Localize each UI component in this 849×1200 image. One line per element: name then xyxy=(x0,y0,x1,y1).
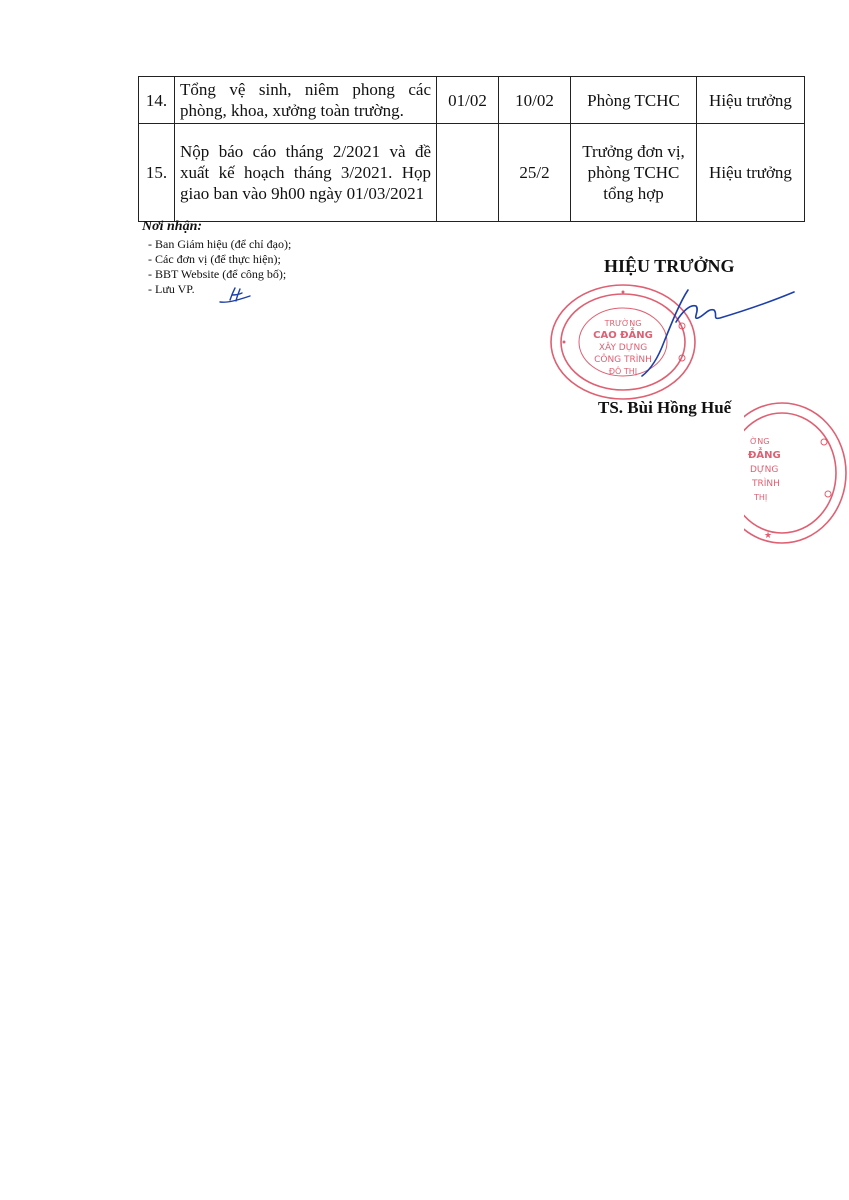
row-number: 14. xyxy=(139,77,175,124)
signer-name: TS. Bùi Hồng Huế xyxy=(598,398,732,417)
start-date: 01/02 xyxy=(437,77,499,124)
recipients-title: Nơi nhận: xyxy=(142,219,203,234)
svg-text:THỊ: THỊ xyxy=(754,493,768,502)
recipient-item: - Ban Giám hiệu (để chỉ đạo); xyxy=(148,237,292,251)
leader: Hiệu trưởng xyxy=(697,77,805,124)
seal-line: TRƯỜNG xyxy=(604,319,642,328)
end-date: 10/02 xyxy=(499,77,571,124)
task-description: Tổng vệ sinh, niêm phong các phòng, khoa, xưởng toàn trường. xyxy=(175,77,437,124)
svg-text:ỜNG: ỜNG xyxy=(750,437,770,446)
recipient-item: - BBT Website (để công bố); xyxy=(148,267,287,281)
task-description: Nộp báo cáo tháng 2/2021 và đề xuất kế hoạch tháng 3/2021. Họp giao ban vào 9h00 ngày 01/03/2021 xyxy=(175,124,437,222)
handwritten-signature xyxy=(620,282,800,382)
start-date xyxy=(437,124,499,222)
recipients-block xyxy=(142,218,442,297)
svg-text:DỰNG: DỰNG xyxy=(750,465,779,475)
recipient-item: - Các đơn vị (để thực hiện); xyxy=(148,252,281,266)
recipients-list xyxy=(142,237,442,297)
svg-text:ĐẲNG: ĐẲNG xyxy=(748,450,781,461)
seal-line: ĐÔ THỊ xyxy=(608,367,638,376)
recipient-item: - Lưu VP. xyxy=(148,282,195,296)
responsible-unit: Phòng TCHC xyxy=(571,77,697,124)
seal-line: CÔNG TRÌNH xyxy=(594,355,652,365)
svg-text:TRÌNH: TRÌNH xyxy=(752,479,780,489)
table-row xyxy=(139,77,805,124)
end-date: 25/2 xyxy=(499,124,571,222)
plan-table xyxy=(138,76,805,222)
signer-title: HIỆU TRƯỞNG xyxy=(604,256,735,276)
row-number: 15. xyxy=(139,124,175,222)
seal-line: XÂY DỰNG xyxy=(598,343,648,353)
seal-line: CAO ĐẲNG xyxy=(593,330,653,341)
responsible-unit: Trưởng đơn vị, phòng TCHC tổng hợp xyxy=(571,124,697,222)
table-row xyxy=(139,124,805,222)
secondary-seal-icon xyxy=(744,398,849,548)
handwritten-initial xyxy=(218,286,252,308)
svg-text:★: ★ xyxy=(764,531,773,541)
leader: Hiệu trưởng xyxy=(697,124,805,222)
